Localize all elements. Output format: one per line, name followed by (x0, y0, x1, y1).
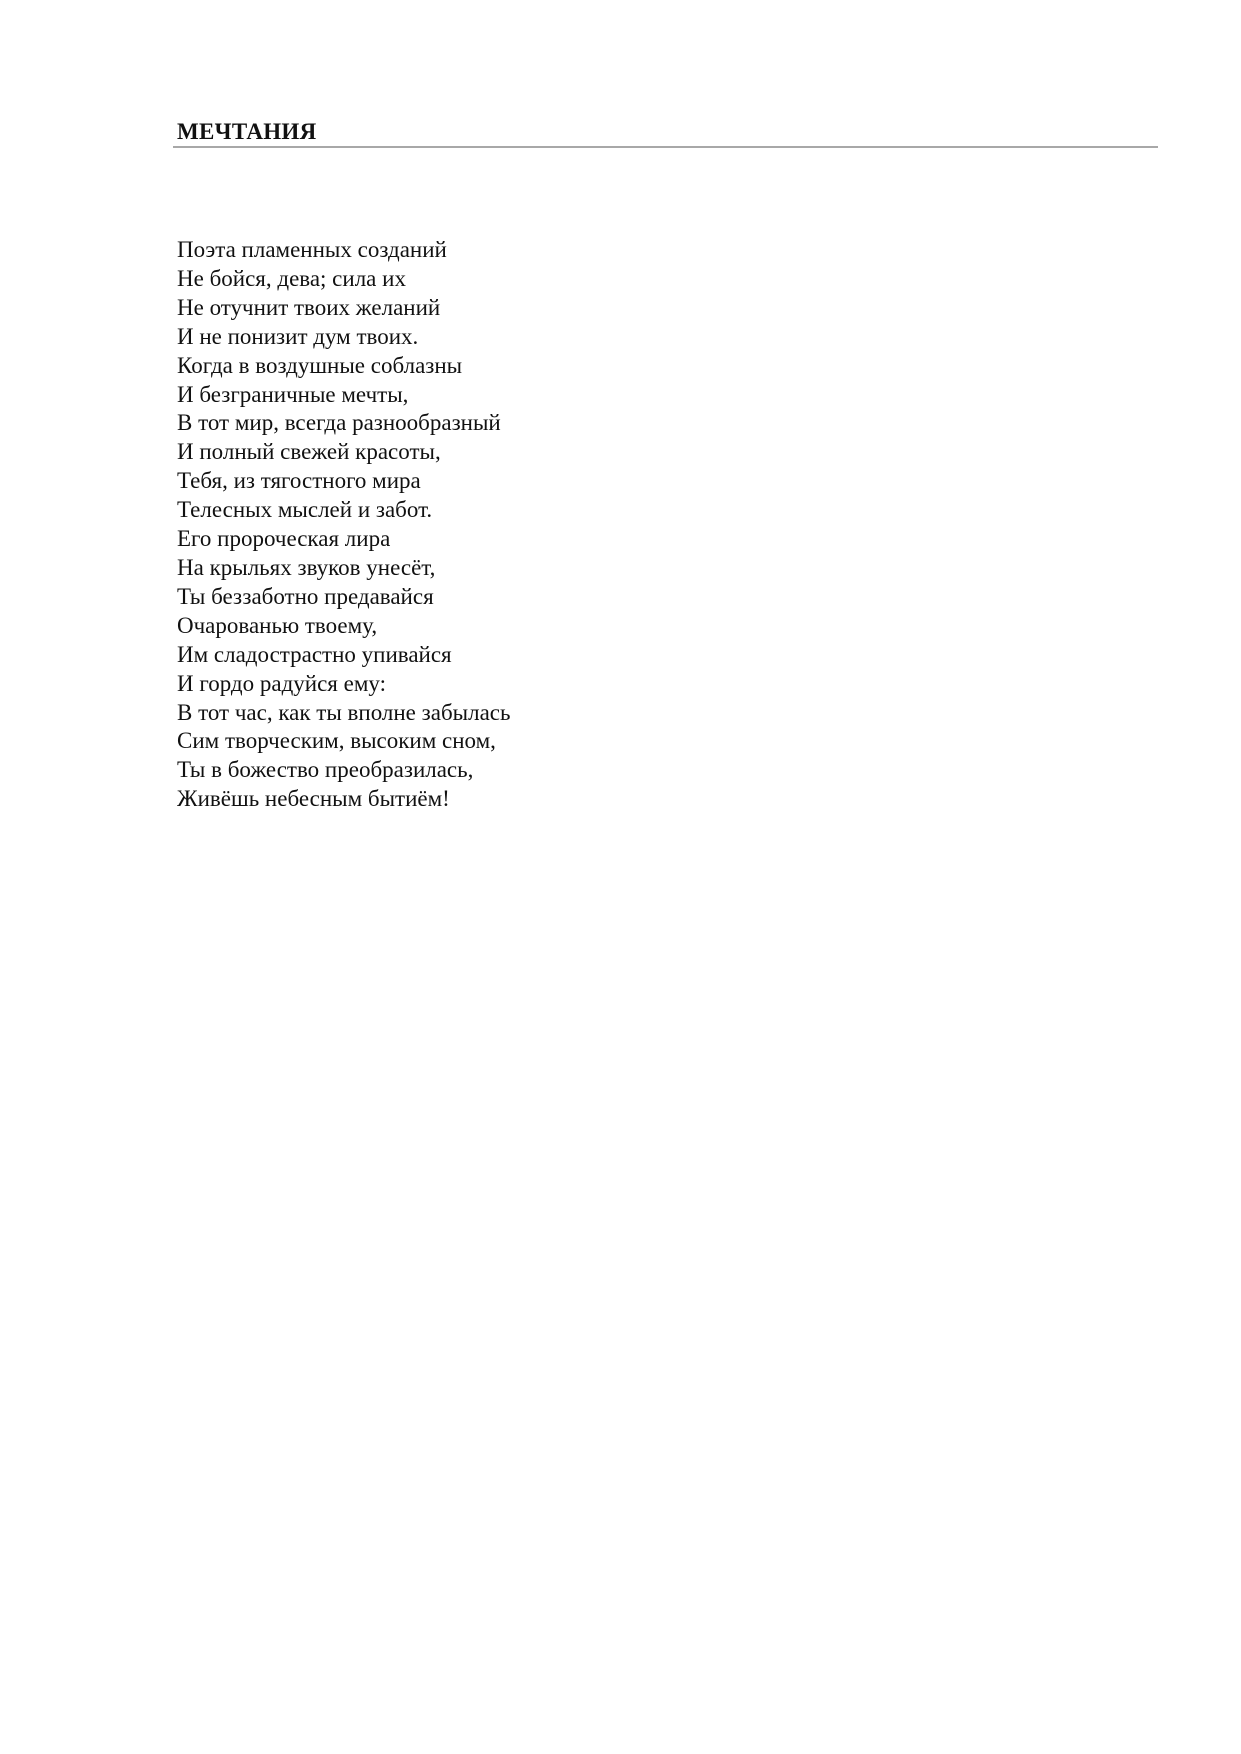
poem-line: На крыльях звуков унесёт, (177, 554, 436, 580)
poem-line: Телесных мыслей и забот. (177, 497, 433, 523)
poem-line: Живёшь небесным бытиём! (177, 786, 450, 812)
poem-line: Не бойся, дева; сила их (177, 265, 406, 291)
poem-line: В тот час, как ты вполне забылась (177, 699, 511, 725)
poem-title: МЕЧТАНИЯ (177, 119, 317, 144)
poem-line: И не понизит дум твоих. (177, 323, 419, 349)
poem-line: Его пророческая лира (177, 526, 391, 552)
poem-body (177, 236, 510, 814)
poem-line: Ты беззаботно предавайся (177, 583, 434, 609)
poem-line: Им сладострастно упивайся (177, 641, 452, 667)
poem-line: Очарованью твоему, (177, 612, 378, 638)
poem-line: И гордо радуйся ему: (177, 670, 386, 696)
poem-line: И полный свежей красоты, (177, 439, 441, 465)
poem-line: В тот мир, всегда разнообразный (177, 410, 501, 436)
poem-line: И безграничные мечты, (177, 381, 409, 407)
poem-line: Не отучнит твоих желаний (177, 294, 441, 320)
title-divider (173, 146, 1158, 148)
poem-line: Тебя, из тягостного мира (177, 468, 421, 494)
poem-line: Поэта пламенных созданий (177, 237, 447, 262)
poem-line: Сим творческим, высоким сном, (177, 728, 496, 754)
poem-line: Когда в воздушные соблазны (177, 352, 463, 378)
poem-line: Ты в божество преобразилась, (177, 757, 474, 783)
